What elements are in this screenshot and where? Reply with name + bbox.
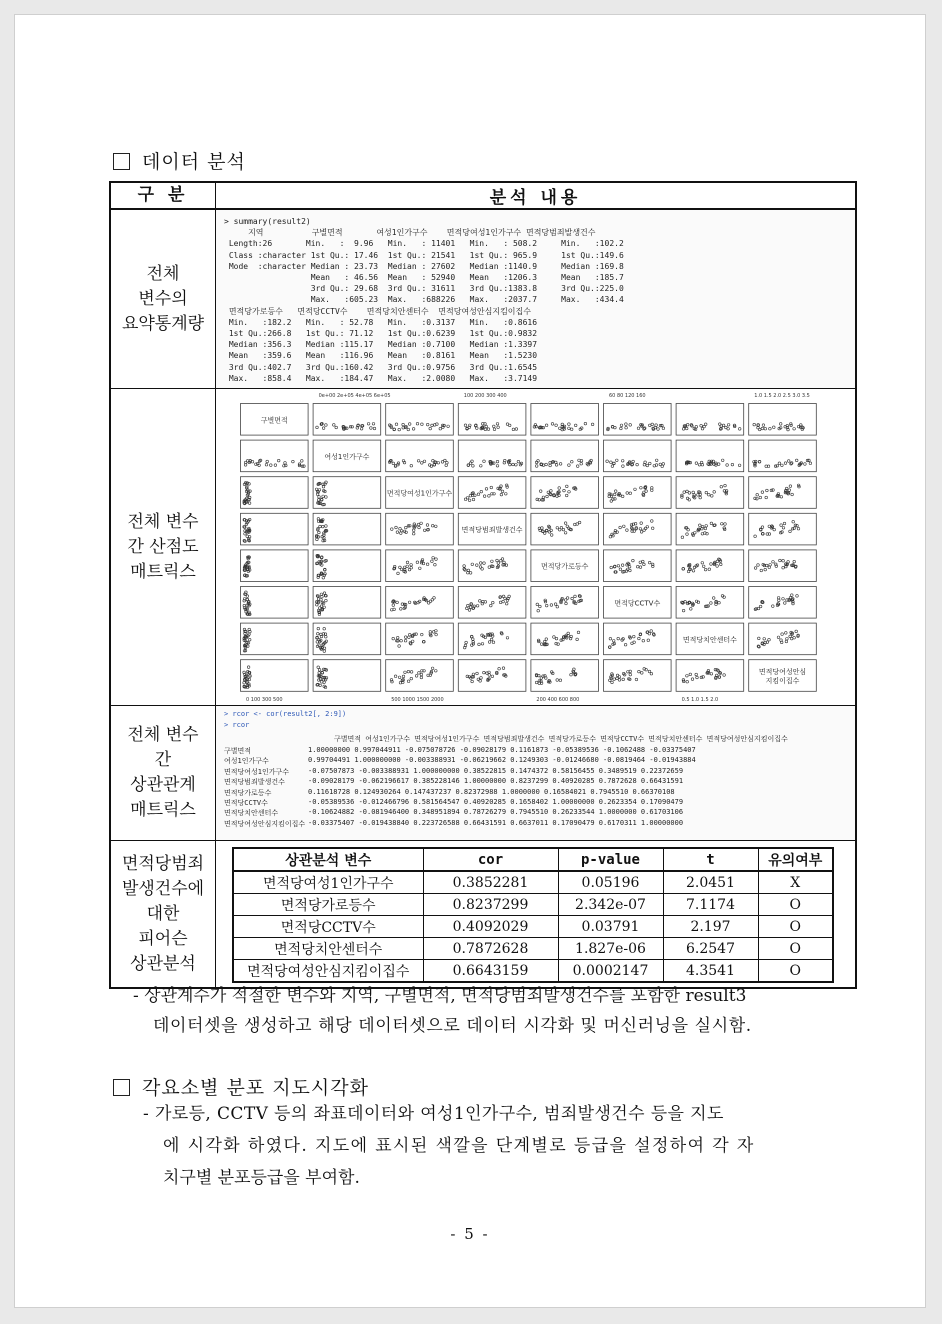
corr-row-values: -0.07507873 -0.003388931 1.000000000 0.38522815 0.1474372 0.58156455 0.3489519 0.22372659	[308, 766, 684, 775]
scatter-panel	[749, 440, 817, 472]
axis-tick-label: 100 200 300 400	[463, 393, 507, 399]
scatter-panel	[749, 513, 817, 545]
scatter-panel	[458, 623, 526, 655]
scatter-panel	[458, 440, 526, 472]
corr-row-name: 면적당여성1인가구수	[224, 767, 290, 776]
table-row: 면적당가로등수 0.8237299 2.342e-07 7.1174 O	[233, 894, 833, 916]
corr-row-name: 구별면적	[224, 747, 252, 755]
corr-row-name: 면적당여성안심지킴이집수	[224, 819, 306, 828]
corr-row-name: 면적당CCTV수	[224, 799, 268, 807]
row-label-correlation: 전체 변수 간 상관관계 매트릭스	[110, 706, 216, 841]
scatter-variable-label: 면적당여성안심	[758, 668, 807, 676]
scatter-panel	[604, 477, 672, 509]
section-heading-map: 각요소별 분포 지도시각화	[113, 1073, 369, 1100]
corr-row-values: 0.11618728 0.124930264 0.147437237 0.82372988 1.0000000 0.16584021 0.7945510 0.66370108	[308, 787, 675, 796]
scatter-panel	[241, 660, 309, 692]
scatter-matrix	[216, 389, 855, 705]
scatter-variable-label: 구별면적	[260, 416, 288, 425]
scatter-panel	[458, 550, 526, 582]
corr-row-name: 여성1인가구수	[224, 757, 269, 766]
summary-text: > summary(result2) 지역 구별면적 여성1인가구수 면적당여성1인가구수 면적당범죄발생건수 Length:26 Min. : 9.96 Min. : 11401 Min. : 508.2 Min. :102.2 Class :character 1st Qu.: 17.46 1st Qu.: 21541 1st Qu.: 965.9 1st Qu.:149.6 Mode :character Median : 23.73 Median : 27602 Median :1140.9 Median :169.8 Mean : 46.56 Mean : 52940 Mean :1206.3 Mean :185.7 3rd Qu.: 29.68 3rd Qu.: 31611 3rd Qu.:1383.8 3rd Qu.:225.0 Max. :605.23 Max. :688226 Max. :2037.7 Max. :434.4 면적당가로등수 면적당CCTV수 면적당치안센터수 면적당여성안심지킴이집수 Min. :182.2 Min. : 52.78 Min. :0.3137 Min. :0.8616 1st Qu.:266.8 1st Qu.: 71.12 1st Qu.:0.6239 1st Qu.:0.9832 Median :356.3 Median :115.17 Median :0.7100 Median :1.3397 Mean :359.6 Mean :116.96 Mean :0.8161 Mean :1.5230 3rd Qu.:402.7 3rd Qu.:160.42 3rd Qu.:0.9756 3rd Qu.:1.6545 Max. :858.4 Max. :184.47 Max. :2.0080 Max. :3.7149	[224, 217, 624, 383]
axis-tick-label: 500 1000 1500 2000	[391, 697, 444, 703]
scatter-panel	[676, 440, 744, 472]
scatter-panel	[386, 623, 454, 655]
scatter-matrix-plot	[216, 389, 844, 705]
scatter-panel	[386, 404, 454, 436]
scatter-variable-label: 면적당가로등수	[541, 562, 589, 571]
checkbox-square-icon	[113, 153, 130, 170]
note-line-2: 데이터셋을 생성하고 해당 데이터셋으로 데이터 시각화 및 머신러닝을 실시함.	[153, 1016, 752, 1036]
scatter-variable-label: 면적당범죄발생건수	[461, 526, 523, 535]
scatter-panel	[749, 623, 817, 655]
pearson-header-row: 상관분석 변수 cor p-value t 유의여부	[233, 848, 833, 871]
scatter-panel	[241, 550, 309, 582]
corr-row-values: -0.05389536 -0.012466796 0.581564547 0.40920285 0.1658402 1.00000000 0.2623354 0.17090479	[308, 798, 684, 806]
corr-row-values: -0.10624882 -0.081946400 0.348951894 0.78726279 0.7945510 0.26233544 1.0000000 0.61703106	[308, 808, 684, 817]
note-line-1: - 상관계수가 적절한 변수와 지역, 구별면적, 면적당범죄발생건수를 포함한 result3	[133, 986, 747, 1006]
document-page	[14, 14, 926, 1308]
scatter-panel	[386, 660, 454, 692]
row-label-scatter: 전체 변수 간 산점도 매트릭스	[110, 389, 216, 706]
scatter-variable-label: 여성1인가구수	[324, 452, 370, 461]
corr-row-values: 1.00000000 0.997044911 -0.075078726 -0.09028179 0.1161873 -0.05389536 -0.1062488 -0.03375407	[308, 746, 696, 754]
header-category: 구 분	[110, 182, 216, 209]
analysis-table	[109, 181, 857, 989]
scatter-panel	[458, 587, 526, 619]
scatter-variable-label: 지킴이집수	[765, 677, 800, 685]
map-note-line-3: 치구별 분포등급을 부여함.	[163, 1168, 360, 1188]
table-row: 면적당여성안심지킴이집수 0.6643159 0.0002147 4.3541 O	[233, 960, 833, 983]
map-note-line-2: 에 시각화 하였다. 지도에 표시된 색깔을 단계별로 등급을 설정하여 각 자	[163, 1136, 755, 1156]
corr-row-values: -0.09028179 -0.062196617 0.385228146 1.00000000 0.8237299 0.40920285 0.7872628 0.66431591	[308, 777, 684, 786]
pearson-table	[232, 847, 834, 983]
checkbox-square-icon	[113, 1079, 130, 1096]
scatter-panel	[313, 404, 381, 436]
axis-tick-label: 1.0 1.5 2.0 2.5 3.0 3.5	[754, 393, 810, 399]
corr-row-values: 0.99704491 1.000000000 -0.003388931 -0.06219662 0.1249303 -0.01246680 -0.0819464 -0.01943884	[308, 756, 696, 765]
r-correlation-output	[216, 706, 855, 840]
scatter-panel	[386, 513, 454, 545]
corr-row-values: -0.03375407 -0.019438840 0.223726588 0.66431591 0.6637011 0.17090479 0.6170311 1.00000000	[308, 818, 684, 827]
scatter-variable-label: 면적당여성1인가구수	[386, 489, 453, 498]
corr-command-2: > rcor	[224, 721, 250, 729]
scatter-panel	[313, 660, 381, 692]
scatter-panel	[531, 587, 599, 619]
table-row: 면적당치안센터수 0.7872628 1.827e-06 6.2547 O	[233, 938, 833, 960]
scatter-cell	[216, 389, 857, 706]
scatter-panel	[531, 623, 599, 655]
axis-tick-label: 200 400 600 800	[536, 697, 580, 703]
corr-row-name: 면적당가로등수	[224, 788, 272, 797]
page-number: - 5 -	[450, 1225, 490, 1243]
scatter-panel	[604, 623, 672, 655]
scatter-panel	[749, 477, 817, 509]
corr-row-name: 면적당치안센터수	[224, 809, 279, 818]
axis-tick-label: 60 80 120 160	[609, 393, 646, 399]
axis-tick-label: 0 100 300 500	[246, 697, 283, 703]
scatter-panel	[676, 550, 744, 582]
pearson-cell	[216, 841, 857, 989]
scatter-panel	[313, 587, 381, 619]
axis-tick-label: 0e+00 2e+05 4e+05 6e+05	[318, 393, 391, 399]
corr-row-name: 면적당범죄발생건수	[224, 778, 285, 787]
scatter-panel	[749, 587, 817, 619]
corr-command-1: > rcor <- cor(result2[, 2:9])	[224, 710, 347, 718]
row-label-summary: 전체 변수의 요약통계량	[110, 209, 216, 389]
map-note-line-1: - 가로등, CCTV 등의 좌표데이터와 여성1인가구수, 범죄발생건수 등을 지도	[143, 1104, 724, 1124]
row-label-pearson: 면적당범죄 발생건수에 대한 피어슨 상관분석	[110, 841, 216, 989]
axis-tick-label: 0.5 1.0 1.5 2.0	[681, 697, 719, 703]
scatter-panel	[241, 440, 309, 472]
scatter-variable-label: 면적당CCTV수	[614, 599, 661, 608]
scatter-panel	[676, 404, 744, 436]
corr-header: 구별면적 여성1인가구수 면적당여성1인가구수 면적당범죄발생건수 면적당가로등수 면적당CCTV수 면적당치안센터수 면적당여성안심지킴이집수	[334, 735, 788, 743]
header-content: 분석 내용	[216, 182, 857, 209]
table-row: 면적당CCTV수 0.4092029 0.03791 2.197 O	[233, 916, 833, 938]
correlation-cell	[216, 706, 857, 841]
scatter-variable-label: 면적당치안센터수	[682, 635, 737, 644]
section-heading-data-analysis: 데이터 분석	[113, 147, 246, 174]
scatter-panel	[676, 660, 744, 692]
scatter-panel	[531, 660, 599, 692]
scatter-panel	[531, 440, 599, 472]
r-summary-output	[216, 210, 855, 388]
scatter-panel	[604, 404, 672, 436]
summary-cell	[216, 209, 857, 389]
table-row: 면적당여성1인가구수 0.3852281 0.05196 2.0451 X	[233, 871, 833, 894]
